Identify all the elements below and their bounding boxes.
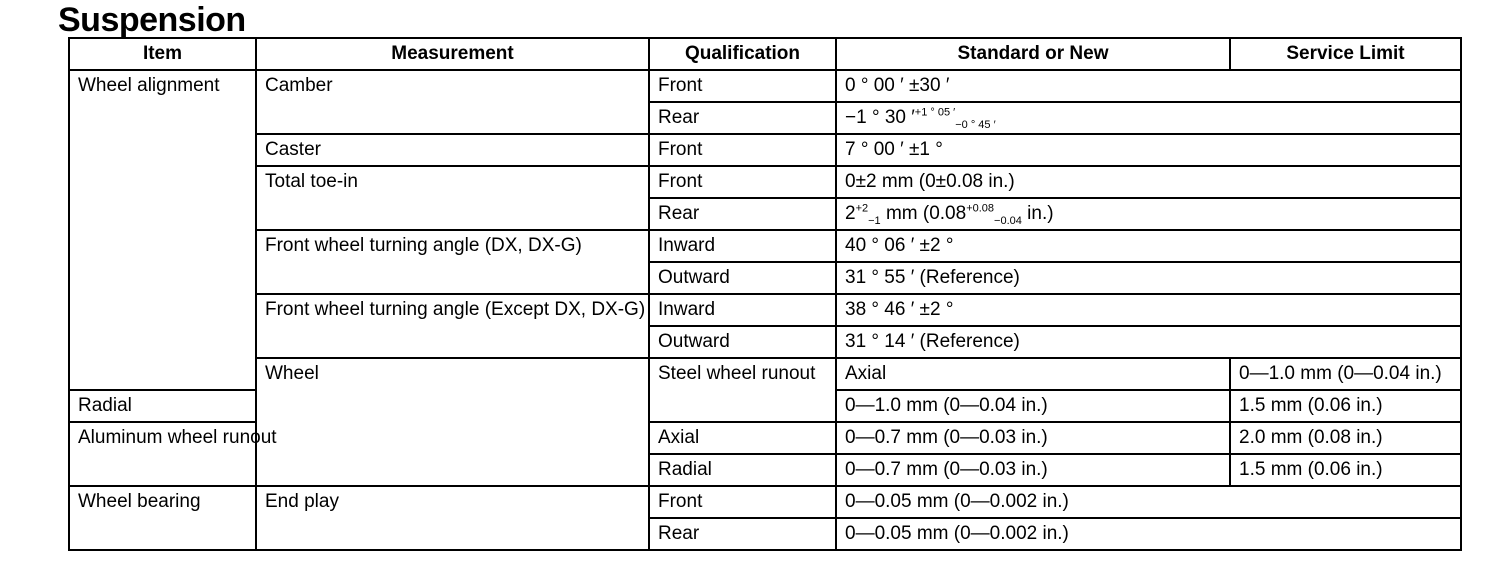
table-header-row [69, 38, 1461, 70]
header-item: Item [69, 38, 256, 70]
qualification-cell: Axial [836, 358, 1230, 390]
header-measurement: Measurement [256, 38, 649, 70]
page-title: Suspension [58, 1, 246, 39]
value-text: −1 ° 30 ′ [845, 107, 915, 128]
qualification-cell: Inward [649, 230, 836, 262]
qualification-cell: Outward [649, 326, 836, 358]
table-row [69, 134, 1461, 166]
service-limit-cell: 2.0 mm (0.08 in.) [1230, 422, 1461, 454]
service-limit-cell: 1.5 mm (0.06 in.) [1230, 390, 1461, 422]
standard-cell: 0—0.05 mm (0—0.002 in.) [836, 518, 1461, 550]
standard-cell: 0—0.05 mm (0—0.002 in.) [836, 486, 1461, 518]
measurement-cell: Front wheel turning angle (Except DX, DX-G) [256, 294, 649, 358]
qualification-cell: Rear [649, 198, 836, 230]
value-text: 2 [845, 203, 856, 224]
standard-cell: 0 ° 00 ′ ±30 ′ [836, 70, 1461, 102]
service-limit-cell: 1.5 mm (0.06 in.) [1230, 454, 1461, 486]
standard-cell: 31 ° 14 ′ (Reference) [836, 326, 1461, 358]
suspension-spec-table [68, 37, 1462, 551]
qualification-cell: Front [649, 486, 836, 518]
table-row [69, 166, 1461, 198]
measurement-cell: Steel wheel runout [649, 358, 836, 422]
standard-cell: 0±2 mm (0±0.08 in.) [836, 166, 1461, 198]
qualification-cell: Front [649, 134, 836, 166]
qualification-cell: Rear [649, 518, 836, 550]
standard-cell: 38 ° 46 ′ ±2 ° [836, 294, 1461, 326]
tolerance-upper: +1 ° 05 ′ [914, 106, 956, 119]
standard-cell: 0—0.7 mm (0—0.03 in.) [836, 454, 1230, 486]
tolerance-lower: −1 [868, 214, 881, 227]
measurement-cell: Aluminum wheel runout [69, 422, 256, 486]
table-row [69, 486, 1461, 518]
standard-cell: 7 ° 00 ′ ±1 ° [836, 134, 1461, 166]
header-qualification: Qualification [649, 38, 836, 70]
standard-cell: 0—1.0 mm (0—0.04 in.) [1230, 358, 1461, 390]
qualification-cell: Radial [69, 390, 256, 422]
tolerance-upper: +2 [855, 202, 869, 215]
table-row [69, 230, 1461, 262]
measurement-cell: Caster [256, 134, 649, 166]
header-standard: Standard or New [836, 38, 1230, 70]
standard-cell [836, 198, 1461, 230]
table-row [69, 70, 1461, 102]
standard-cell [836, 102, 1461, 134]
item-cell: Wheel alignment [69, 70, 256, 390]
qualification-cell: Axial [649, 422, 836, 454]
value-text: in.) [1021, 203, 1054, 224]
qualification-cell: Radial [649, 454, 836, 486]
header-service-limit: Service Limit [1230, 38, 1461, 70]
qualification-cell: Front [649, 166, 836, 198]
item-cell: Wheel [256, 358, 649, 486]
standard-cell: 0—0.7 mm (0—0.03 in.) [836, 422, 1230, 454]
standard-cell: 0—1.0 mm (0—0.04 in.) [836, 390, 1230, 422]
qualification-cell: Rear [649, 102, 836, 134]
tolerance-upper: +0.08 [966, 202, 995, 215]
table-row [69, 294, 1461, 326]
tolerance-lower: −0 ° 45 ′ [955, 118, 996, 131]
measurement-cell: Camber [256, 70, 649, 134]
tolerance-lower: −0.04 [994, 214, 1022, 227]
qualification-cell: Outward [649, 262, 836, 294]
qualification-cell: Front [649, 70, 836, 102]
table-row [69, 358, 1461, 390]
qualification-cell: Inward [649, 294, 836, 326]
measurement-cell: End play [256, 486, 649, 550]
value-text: mm (0.08 [880, 203, 967, 224]
standard-cell: 31 ° 55 ′ (Reference) [836, 262, 1461, 294]
measurement-cell: Total toe-in [256, 166, 649, 230]
standard-cell: 40 ° 06 ′ ±2 ° [836, 230, 1461, 262]
measurement-cell: Front wheel turning angle (DX, DX-G) [256, 230, 649, 294]
item-cell: Wheel bearing [69, 486, 256, 550]
